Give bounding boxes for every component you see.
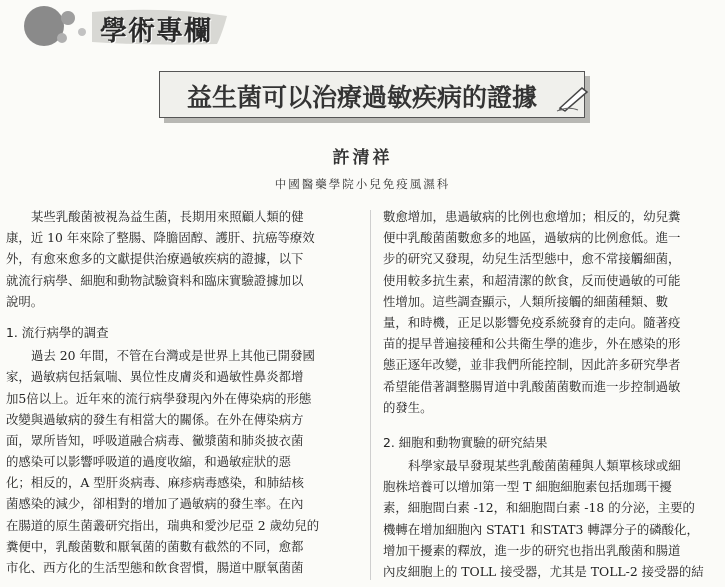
paragraph-line: 菌感染的減少，卻相對的增加了過敏病的發生率。在內 (6, 496, 304, 512)
paragraph-line: 使用較多抗生素，和超清潔的飲食，反而使過敏的可能 (383, 272, 681, 288)
article-title: 益生菌可以治療過敏疾病的證據 (186, 83, 537, 112)
paragraph-line: 便中乳酸菌菌數愈多的地區，過敏病的比例愈低。進一 (383, 230, 681, 246)
paragraph-line: 數愈增加，患過敏病的比例也愈增加；相反的，幼兒糞 (383, 209, 681, 224)
paragraph-line: 的發生。 (383, 399, 433, 415)
paragraph-line: 外，有愈來愈多的文獻提供治療過敏疾病的證據，以下 (6, 251, 304, 267)
paragraph-line: 說明。 (6, 293, 44, 309)
paragraph-line: 在腸道的原生菌叢研究指出，瑞典和愛沙尼亞 2 歲幼兒的 (6, 517, 320, 533)
section-heading: 1. 流行病學的調查 (6, 324, 109, 340)
article-title-box (159, 71, 585, 118)
paragraph-line: 市化、西方化的生活型態和飲食習慣，腸道中厭氧菌菌 (6, 560, 304, 576)
paragraph-line: 態正逐年改變，並非我們所能控制，因此許多研究學者 (383, 357, 681, 373)
paragraph-line: 的感染可以影響呼吸道的過度收縮，和過敏症狀的惡 (6, 454, 291, 470)
paragraph-line: 化；相反的，A 型肝炎病毒、麻疹病毒感染，和肺結核 (6, 475, 304, 491)
pen-icon (556, 84, 592, 112)
paragraph-line: 素，細胞間白素 -12，和細胞間白素 -18 的分泌，主要的 (383, 500, 695, 516)
section-heading: 2. 細胞和動物實驗的研究結果 (383, 434, 548, 450)
paragraph-line: 就流行病學、細胞和動物試驗資料和臨床實驗證據加以 (6, 272, 304, 288)
paragraph-line: 性增加。這些調查顯示，人類所接觸的細菌種類、數 (383, 293, 668, 309)
paragraph-line: 苗的提早普遍接種和公共衛生學的進步，外在感染的形 (383, 336, 681, 352)
paragraph-line: 加5倍以上。近年來的流行病學發現內外在傳染病的形態 (6, 390, 312, 406)
column-banner (22, 4, 232, 48)
paragraph-line: 糞便中，乳酸菌數和厭氧菌的菌數有截然的不同，愈都 (6, 538, 304, 554)
banner-label: 學術專欄 (100, 16, 212, 47)
paragraph-line: 家，過敏病包括氣喘、異位性皮膚炎和過敏性鼻炎都增 (6, 369, 304, 385)
paragraph-line: 某些乳酸菌被視為益生菌，長期用來照顧人類的健 (31, 209, 304, 224)
column-divider (370, 210, 371, 580)
paragraph-line: 步的研究又發現，幼兒生活型態中，愈不常接觸細菌， (383, 251, 681, 267)
paragraph-line: 希望能借著調整腸胃道中乳酸菌菌數而進一步控制過敏 (383, 378, 681, 394)
paragraph-line: 科學家最早發現某些乳酸菌菌種與人類單核球或細 (408, 458, 681, 474)
paragraph-line: 胞株培養可以增加第一型 T 細胞細胞素包括珈瑪干擾 (383, 479, 672, 495)
left-column (6, 206, 358, 578)
paragraph-line: 內皮細胞上的 TOLL 接受器，尤其是 TOLL-2 接受器的結 (383, 564, 704, 580)
paragraph-line: 量，和時機，正足以影響免疫系統發育的走向。隨著疫 (383, 314, 681, 330)
paragraph-line: 改變與過敏病的發生有相當大的關係。在外在傳染病方 (6, 411, 304, 427)
paragraph-line: 康，近 10 年來除了整腸、降膽固醇、護肝、抗癌等療效 (6, 230, 315, 246)
paragraph-line: 過去 20 年間，不管在台灣或是世界上其他已開發國 (31, 348, 315, 364)
author-affiliation: 中國醫藥學院小兒免疫風濕科 (274, 177, 451, 191)
right-column (383, 206, 720, 582)
paragraph-line: 機轉在增加細胞內 STAT1 和STAT3 轉譯分子的磷酸化， (383, 521, 699, 537)
paragraph-line: 增加干擾素的釋放，進一步的研究也指出乳酸菌和腸道 (383, 542, 681, 558)
paragraph-line: 面，眾所皆知，呼吸道融合病毒、黴漿菌和肺炎披衣菌 (6, 432, 304, 448)
author-name: 許清祥 (332, 148, 393, 168)
